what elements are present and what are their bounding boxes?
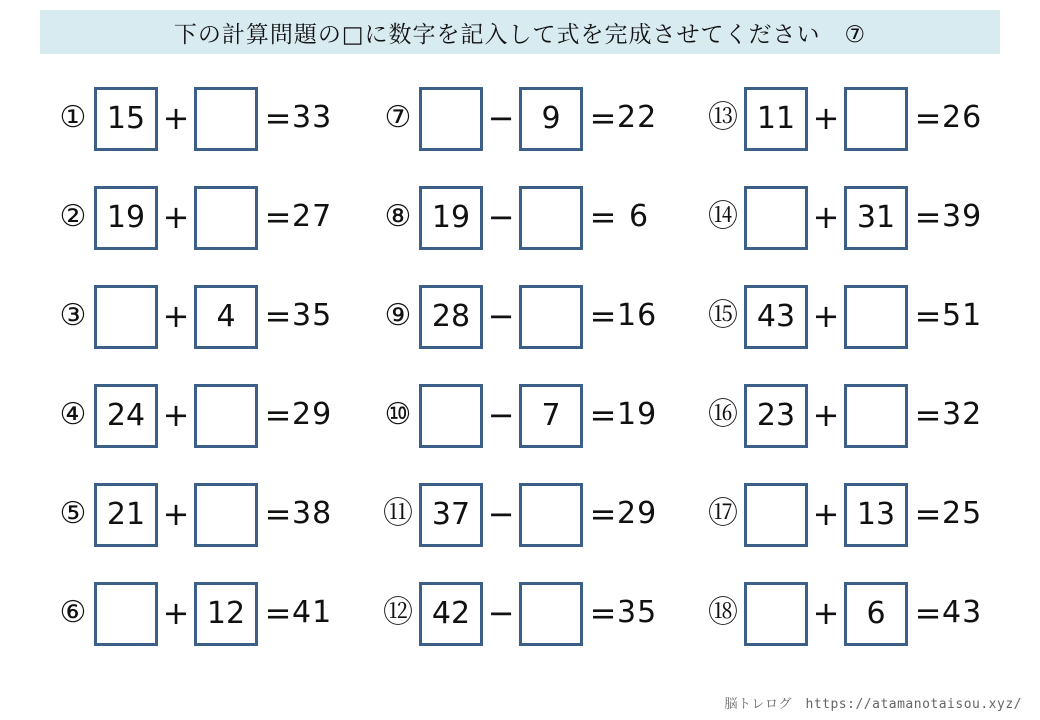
problem-item <box>54 86 354 150</box>
result-value: 33 <box>292 100 333 135</box>
equals-sign: = <box>914 495 942 533</box>
answer-box[interactable] <box>194 87 258 151</box>
problem-number: ⑦ <box>384 100 412 135</box>
operator-sign: + <box>812 99 840 137</box>
answer-box[interactable] <box>194 483 258 547</box>
equals-sign: = <box>264 297 292 335</box>
equals-sign: = <box>264 594 292 632</box>
problem-item <box>54 581 354 645</box>
result-value: 19 <box>617 397 658 432</box>
problem-number: ⑭ <box>708 199 738 234</box>
operand-box: 12 <box>194 582 258 646</box>
problem-item <box>54 482 354 546</box>
equals-sign: = <box>589 297 617 335</box>
problem-number: ⑬ <box>708 100 738 135</box>
result-value: 43 <box>942 595 983 630</box>
result-value: 35 <box>292 298 333 333</box>
problem-number: ④ <box>59 397 87 432</box>
answer-box[interactable] <box>519 483 583 547</box>
problem-number: ⑯ <box>708 397 738 432</box>
problem-item <box>54 383 354 447</box>
equals-sign: = <box>914 594 942 632</box>
answer-box[interactable] <box>194 186 258 250</box>
answer-box[interactable] <box>519 582 583 646</box>
result-value: 39 <box>942 199 983 234</box>
problem-item <box>379 383 679 447</box>
operator-sign: + <box>162 297 190 335</box>
operand-box: 13 <box>844 483 908 547</box>
problem-number: ⑰ <box>708 496 738 531</box>
equals-sign: = <box>264 396 292 434</box>
problem-number: ⑤ <box>59 496 87 531</box>
problem-item <box>704 383 1004 447</box>
operator-sign: + <box>812 594 840 632</box>
operator-sign: − <box>487 594 515 632</box>
operator-sign: + <box>812 495 840 533</box>
operator-sign: − <box>487 198 515 236</box>
answer-box[interactable] <box>94 582 158 646</box>
answer-box[interactable] <box>844 384 908 448</box>
problem-number: ① <box>59 100 87 135</box>
problem-number: ⑱ <box>708 595 738 630</box>
answer-box[interactable] <box>94 285 158 349</box>
problem-number: ⑪ <box>383 496 413 531</box>
result-value: 25 <box>942 496 983 531</box>
equals-sign: = <box>589 198 617 236</box>
equals-sign: = <box>914 297 942 335</box>
problem-number: ⑧ <box>384 199 412 234</box>
problem-item <box>704 482 1004 546</box>
operator-sign: + <box>162 396 190 434</box>
operator-sign: + <box>812 297 840 335</box>
operand-box: 19 <box>94 186 158 250</box>
answer-box[interactable] <box>519 285 583 349</box>
answer-box[interactable] <box>844 87 908 151</box>
equals-sign: = <box>264 198 292 236</box>
result-value: 32 <box>942 397 983 432</box>
operator-sign: + <box>162 594 190 632</box>
equals-sign: = <box>589 495 617 533</box>
result-value: 35 <box>617 595 658 630</box>
operator-sign: − <box>487 495 515 533</box>
footer-credit: 脳トレログ https://atamanotaisou.xyz/ <box>724 697 1022 712</box>
result-value: 6 <box>628 199 650 234</box>
equals-sign: = <box>589 396 617 434</box>
problem-number: ⑩ <box>384 397 412 432</box>
result-value: 16 <box>617 298 658 333</box>
problem-item <box>379 284 679 348</box>
equals-sign: = <box>914 198 942 236</box>
operator-sign: + <box>162 198 190 236</box>
operand-box: 15 <box>94 87 158 151</box>
operand-box: 23 <box>744 384 808 448</box>
equals-sign: = <box>914 396 942 434</box>
answer-box[interactable] <box>519 186 583 250</box>
problem-item <box>54 284 354 348</box>
problem-item <box>379 86 679 150</box>
operator-sign: + <box>162 495 190 533</box>
problem-number: ⑨ <box>384 298 412 333</box>
answer-box[interactable] <box>744 582 808 646</box>
problem-number: ⑮ <box>708 298 738 333</box>
result-value: 29 <box>617 496 658 531</box>
answer-box[interactable] <box>194 384 258 448</box>
result-value: 22 <box>617 100 658 135</box>
equals-sign: = <box>914 99 942 137</box>
problem-number: ⑥ <box>59 595 87 630</box>
problem-item <box>704 581 1004 645</box>
problem-number: ⑫ <box>383 595 413 630</box>
result-value: 51 <box>942 298 983 333</box>
operand-box: 4 <box>194 285 258 349</box>
operator-sign: + <box>812 396 840 434</box>
problem-item <box>704 185 1004 249</box>
problem-item <box>379 581 679 645</box>
result-value: 41 <box>292 595 333 630</box>
equals-sign: = <box>264 99 292 137</box>
problem-number: ③ <box>59 298 87 333</box>
equals-sign: = <box>589 594 617 632</box>
operator-sign: + <box>812 198 840 236</box>
result-value: 29 <box>292 397 333 432</box>
operand-box: 7 <box>519 384 583 448</box>
operand-box: 28 <box>419 285 483 349</box>
problem-item <box>704 284 1004 348</box>
problem-number: ② <box>59 199 87 234</box>
answer-box[interactable] <box>419 87 483 151</box>
operator-sign: − <box>487 99 515 137</box>
equals-sign: = <box>264 495 292 533</box>
result-value: 26 <box>942 100 983 135</box>
problem-item <box>379 482 679 546</box>
operand-box: 31 <box>844 186 908 250</box>
operand-box: 43 <box>744 285 808 349</box>
operator-sign: − <box>487 297 515 335</box>
operand-box: 9 <box>519 87 583 151</box>
operand-box: 37 <box>419 483 483 547</box>
result-value: 38 <box>292 496 333 531</box>
answer-box[interactable] <box>744 186 808 250</box>
operator-sign: − <box>487 396 515 434</box>
operator-sign: + <box>162 99 190 137</box>
operand-box: 24 <box>94 384 158 448</box>
operand-box: 42 <box>419 582 483 646</box>
operand-box: 6 <box>844 582 908 646</box>
operand-box: 19 <box>419 186 483 250</box>
operand-box: 21 <box>94 483 158 547</box>
operand-box: 11 <box>744 87 808 151</box>
problem-item <box>54 185 354 249</box>
equals-sign: = <box>589 99 617 137</box>
problem-item <box>704 86 1004 150</box>
answer-box[interactable] <box>744 483 808 547</box>
answer-box[interactable] <box>419 384 483 448</box>
result-value: 27 <box>292 199 333 234</box>
problem-item <box>379 185 679 249</box>
answer-box[interactable] <box>844 285 908 349</box>
page-title: 下の計算問題の□に数字を記入して式を完成させてください ⑦ <box>173 21 867 48</box>
